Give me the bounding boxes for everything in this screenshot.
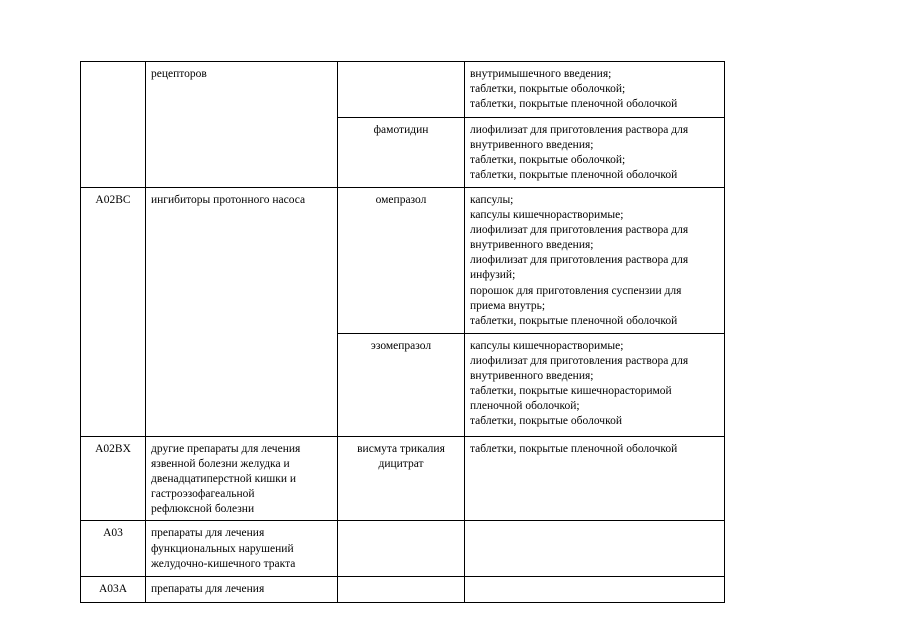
- dosage-form-cell: [465, 334, 725, 437]
- group-text: двенадцатиперстной кишки и: [151, 473, 297, 486]
- dosage-form-line: таблетки, покрытые пленочной оболочкой: [470, 98, 678, 111]
- dosage-form-line: капсулы кишечнорастворимые;: [470, 209, 624, 222]
- drug-name: дицитрат: [378, 458, 424, 471]
- group-text: функциональных нарушений: [151, 542, 294, 555]
- dosage-form-line: внутривенного введения;: [470, 239, 594, 252]
- atc-code-cell: [81, 521, 146, 577]
- dosage-form-line: таблетки, покрытые пленочной оболочкой: [470, 169, 678, 182]
- dosage-form-line: таблетки, покрытые оболочкой;: [470, 83, 626, 96]
- group-text: язвенной болезни желудка и: [151, 458, 290, 471]
- dosage-form-line: таблетки, покрытые кишечнорасторимой: [470, 385, 672, 398]
- drug-name-cell: [338, 334, 465, 437]
- group-text: препараты для лечения: [151, 527, 265, 540]
- atc-code-cell: [81, 188, 146, 437]
- group-text: препараты для лечения: [151, 583, 265, 596]
- drug-name-cell: [338, 577, 465, 603]
- drug-name-cell: [338, 188, 465, 334]
- group-cell: [146, 437, 338, 521]
- group-cell: [146, 62, 338, 188]
- atc-code: A02BX: [95, 443, 131, 455]
- dosage-form-line: внутривенного введения;: [470, 370, 594, 383]
- dosage-form-line: внутривенного введения;: [470, 139, 594, 152]
- drug-name-cell: [338, 62, 465, 118]
- dosage-form-cell: [465, 62, 725, 118]
- table-row: [81, 521, 725, 577]
- group-text: рефлюксной болезни: [151, 503, 255, 516]
- group-text: другие препараты для лечения: [151, 443, 301, 455]
- atc-code: A02BC: [95, 194, 131, 206]
- dosage-form-line: таблетки, покрытые пленочной оболочкой: [470, 443, 678, 455]
- dosage-form-line: лиофилизат для приготовления раствора для: [470, 355, 689, 368]
- drug-table: [80, 61, 725, 603]
- atc-code-cell: [81, 62, 146, 188]
- dosage-form-line: таблетки, покрытые оболочкой;: [470, 154, 626, 167]
- group-cell: [146, 521, 338, 577]
- dosage-form-line: порошок для приготовления суспензии для: [470, 284, 682, 297]
- drug-name: эзомепразол: [370, 340, 432, 352]
- group-cell: [146, 577, 338, 603]
- atc-code-cell: [81, 577, 146, 603]
- dosage-form-line: лиофилизат для приготовления раствора для: [470, 224, 689, 237]
- drug-name-cell: [338, 118, 465, 188]
- dosage-form-line: инфузий;: [470, 269, 516, 282]
- dosage-form-line: пленочной оболочкой;: [470, 400, 580, 413]
- group-text: гастроэзофагеальной: [151, 488, 255, 501]
- atc-code: A03A: [98, 583, 128, 596]
- group-cell: [146, 188, 338, 437]
- drug-name-cell: [338, 521, 465, 577]
- dosage-form-cell: [465, 437, 725, 521]
- table-row: [81, 62, 725, 118]
- dosage-form-line: таблетки, покрытые оболочкой: [470, 415, 622, 428]
- atc-code-cell: [81, 437, 146, 521]
- dosage-form-cell: [465, 521, 725, 577]
- dosage-form-line: капсулы кишечнорастворимые;: [470, 340, 624, 352]
- table-row: [81, 437, 725, 521]
- dosage-form-cell: [465, 188, 725, 334]
- dosage-form-line: приема внутрь;: [470, 299, 546, 312]
- atc-code: A03: [103, 527, 123, 540]
- dosage-form-cell: [465, 118, 725, 188]
- dosage-form-cell: [465, 577, 725, 603]
- dosage-form-line: капсулы;: [470, 194, 514, 206]
- dosage-form-line: лиофилизат для приготовления раствора для: [470, 124, 689, 136]
- dosage-form-line: внутримышечного введения;: [470, 68, 612, 80]
- drug-name: омепразол: [375, 194, 427, 206]
- group-text: рецепторов: [151, 68, 207, 80]
- dosage-form-line: лиофилизат для приготовления раствора для: [470, 254, 689, 267]
- drug-name: висмута трикалия: [357, 443, 445, 455]
- drug-name: фамотидин: [373, 124, 429, 136]
- table-row: [81, 188, 725, 334]
- dosage-form-line: таблетки, покрытые пленочной оболочкой: [470, 314, 678, 327]
- table-row: [81, 577, 725, 603]
- group-text: ингибиторы протонного насоса: [151, 194, 306, 206]
- group-text: желудочно-кишечного тракта: [151, 557, 296, 570]
- drug-name-cell: [338, 437, 465, 521]
